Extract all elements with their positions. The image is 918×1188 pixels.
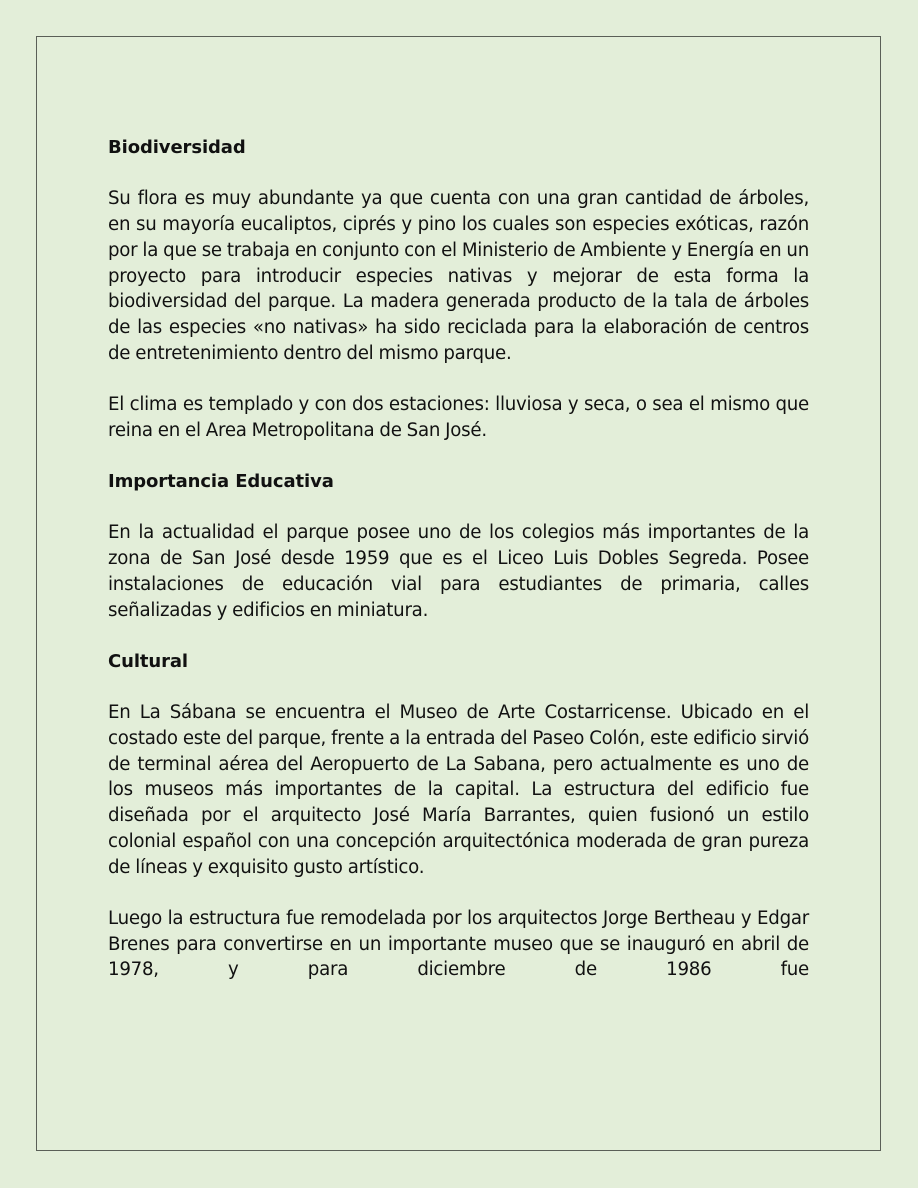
paragraph-remodelacion: Luego la estructura fue remodelada por los arquitectos Jorge Bertheau y Edgar Brenes para convertirse en un importante museo que se inauguró en abril de 1978, y para diciembre de 1986 fue xyxy=(108,907,809,981)
heading-biodiversidad: Biodiversidad xyxy=(108,137,246,158)
paragraph-educativa: En la actualidad el parque posee uno de los colegios más importantes de la zona de San José desde 1959 que es el Liceo Luis Dobles Segreda. Posee instalaciones de educación vial para estudiantes de primaria, calles señalizadas y edificios en miniatura. xyxy=(108,522,809,621)
heading-cultural: Cultural xyxy=(108,650,189,672)
heading-importancia-educativa: Importancia Educativa xyxy=(108,471,334,493)
paragraph-museo: En La Sábana se encuentra el Museo de Arte Costarricense. Ubicado en el costado este del parque, frente a la entrada del Paseo Colón, este edificio sirvió de terminal aérea del Aeropuerto de La Sabana, pero actualmente es uno de los museos más importantes de la capital. La estructura del edificio fue diseñada por el arquitecto José María Barrantes, quien fusionó un estilo colonial español con una concepción arquitectónica moderada de gran pureza de líneas y exquisito gusto artístico. xyxy=(108,702,809,878)
paragraph-flora: Su flora es muy abundante ya que cuenta con una gran cantidad de árboles, en su mayoría eucaliptos, ciprés y pino los cuales son especies exóticas, razón por la que se trabaja en conjunto con el Ministerio de Ambiente y Energía en un proyecto para introducir especies nativas y mejorar de esta forma la biodiversidad del parque. La madera generada producto de la tala de árboles de las especies «no nativas» ha sido reciclada para la elaboración de centros de entretenimiento dentro del mismo parque. xyxy=(108,188,809,364)
document-body xyxy=(108,135,809,1009)
paragraph-clima: El clima es templado y con dos estaciones: lluviosa y seca, o sea el mismo que reina en el Area Metropolitana de San José. xyxy=(108,394,809,441)
